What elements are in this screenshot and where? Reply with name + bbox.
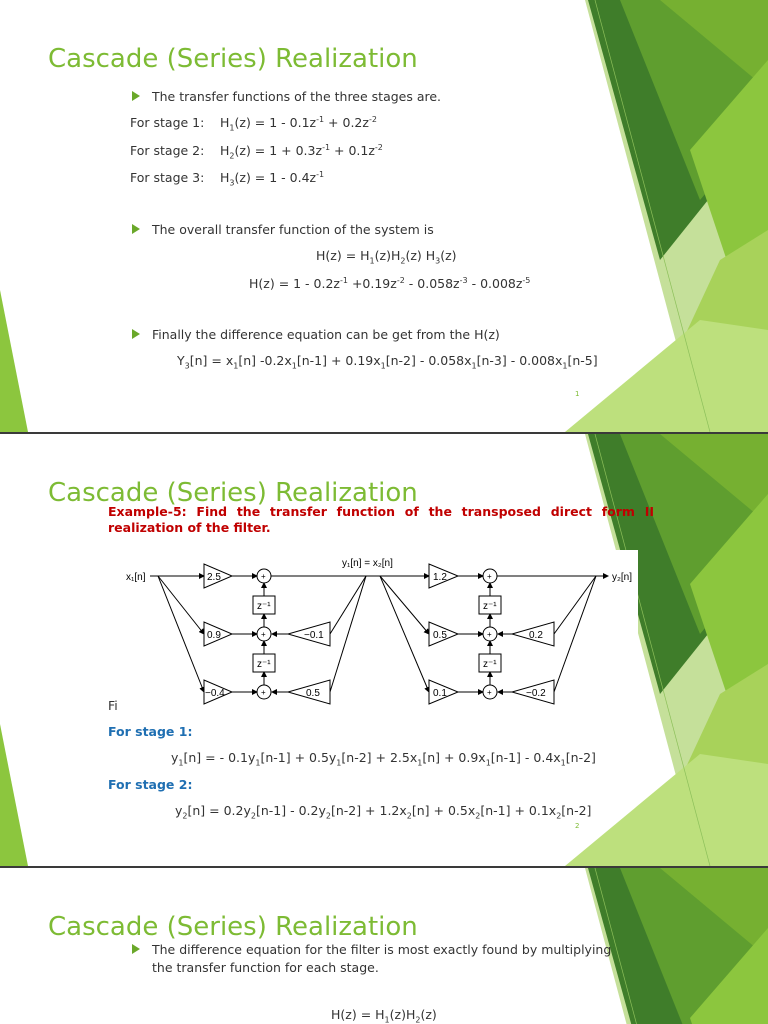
slide-3	[0, 868, 768, 1024]
bullet-icon	[132, 224, 140, 234]
delay-label: z⁻¹	[483, 659, 497, 670]
delay-label: z⁻¹	[257, 601, 271, 612]
partial-text: Fi	[108, 698, 118, 713]
gain-label: 0.9	[207, 630, 221, 641]
stage-2-label: For stage 2:	[130, 143, 205, 158]
bullet-text: The difference equation for the filter is most exactly found by multiplying	[152, 942, 612, 957]
bullet-text: The overall transfer function of the system is	[152, 222, 434, 237]
equation-h2: $H_2(z) = 1 + 0.3z^{-1} + 0.1z^{-2}$	[220, 143, 383, 161]
block-diagram	[108, 550, 638, 716]
equation-h3: $H_3(z) = 1 - 0.4z^{-1}$	[220, 170, 325, 188]
delay-label: z⁻¹	[257, 659, 271, 670]
bullet-icon	[132, 329, 140, 339]
page-number: 2	[575, 822, 580, 830]
input-label: x₁[n]	[126, 572, 146, 583]
feedback-gain-label: −0.2	[526, 688, 546, 699]
slide-1	[0, 0, 768, 432]
adder-label: +	[487, 688, 492, 697]
example-heading-cont: realization of the filter.	[108, 520, 271, 535]
difference-equation: $Y_3[n] = x_1[n] -0.2x_1[n-1] + 0.19x_1[n-2] - 0.058x_1[n-3] - 0.008x_1[n-5]$	[177, 353, 598, 371]
slide-title: Cascade (Series) Realization	[48, 912, 418, 942]
intermediate-label: y₁[n] = x₂[n]	[342, 558, 393, 569]
stage-2-equation: $y_2[n] = 0.2y_2[n-1] - 0.2y_2[n-2] + 1.2x_2[n] + 0.5x_2[n-1] + 0.1x_2[n-2]$	[175, 803, 592, 821]
equation-h-product: $H(z) = H_1(z)H_2(z)$	[331, 1007, 437, 1024]
stage-1-heading: For stage 1:	[108, 724, 193, 739]
adder-label: +	[261, 688, 266, 697]
slide-2	[0, 434, 768, 866]
delay-label: z⁻¹	[483, 601, 497, 612]
gain-label: 0.5	[433, 630, 447, 641]
feedback-gain-label: 0.2	[529, 630, 543, 641]
gain-label: 2.5	[207, 572, 221, 583]
example-heading: Example-5: Find the transfer function of the transposed direct form II	[108, 504, 654, 519]
stage-1-label: For stage 1:	[130, 115, 205, 130]
adder-label: +	[487, 630, 492, 639]
slide-title: Cascade (Series) Realization	[48, 478, 418, 508]
gain-label: −0.4	[205, 688, 225, 699]
equation-h1: $H_1(z) = 1 - 0.1z^{-1} + 0.2z^{-2}$	[220, 115, 377, 133]
adder-label: +	[487, 572, 492, 581]
feedback-gain-label: 0.5	[306, 688, 320, 699]
equation-h-expanded: $H(z) = 1 - 0.2z^{-1} +0.19z^{-2} - 0.058z^{-3} - 0.008z^{-5}$	[249, 276, 531, 292]
stage-2-heading: For stage 2:	[108, 777, 193, 792]
feedback-gain-label: −0.1	[304, 630, 324, 641]
page-number: 1	[575, 390, 580, 398]
bullet-icon	[132, 91, 140, 101]
output-label: y₂[n]	[612, 572, 632, 583]
gain-label: 0.1	[433, 688, 447, 699]
bullet-text-cont: the transfer function for each stage.	[152, 960, 379, 975]
adder-label: +	[261, 572, 266, 581]
stage-3-label: For stage 3:	[130, 170, 205, 185]
bullet-text: The transfer functions of the three stages are.	[152, 89, 442, 104]
adder-label: +	[261, 630, 266, 639]
gain-label: 1.2	[433, 572, 447, 583]
equation-h-product: $H(z) = H_1(z)H_2(z)$ $H_3(z)$	[316, 248, 457, 266]
slide-title: Cascade (Series) Realization	[48, 44, 418, 74]
bullet-icon	[132, 944, 140, 954]
bullet-text: Finally the difference equation can be get from the H(z)	[152, 327, 500, 342]
stage-1-equation: $y_1[n]$ = - $0.1y_1[n-1] + 0.5y_1[n-2] + 2.5x_1[n] + 0.9x_1[n-1] - 0.4x_1[n-2]$	[171, 750, 596, 768]
